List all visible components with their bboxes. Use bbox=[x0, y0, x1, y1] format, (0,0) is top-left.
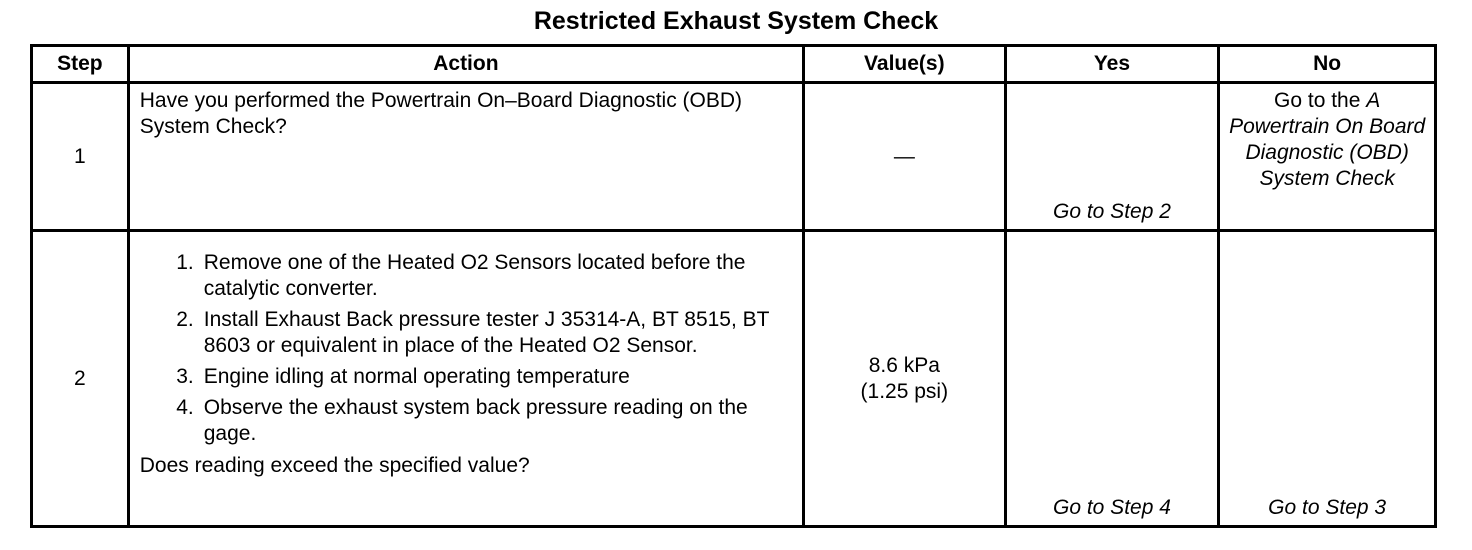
header-yes: Yes bbox=[1005, 46, 1219, 83]
header-no: No bbox=[1219, 46, 1436, 83]
list-item bbox=[140, 307, 794, 359]
list-item-text: Install Exhaust Back pressure tester J 35314-A, BT 8515, BT 8603 or equivalent in place of the Heated O2 Sensor. bbox=[203, 308, 770, 357]
list-item-number: 2. bbox=[176, 308, 194, 331]
yes-cell: Go to Step 2 bbox=[1005, 83, 1219, 231]
list-item-text: Observe the exhaust system back pressure reading on the gage. bbox=[203, 396, 748, 445]
value-dash: — bbox=[893, 144, 915, 168]
no-prefix: Go to the bbox=[1274, 89, 1367, 112]
header-action: Action bbox=[128, 46, 803, 83]
list-item bbox=[140, 250, 794, 302]
list-item-text: Engine idling at normal operating temperature bbox=[203, 365, 630, 388]
step-number: 2 bbox=[32, 231, 129, 527]
action-steps-list bbox=[140, 250, 794, 447]
yes-cell: Go to Step 4 bbox=[1005, 231, 1219, 527]
action-cell bbox=[128, 83, 803, 231]
document-title: Restricted Exhaust System Check bbox=[533, 7, 939, 35]
list-item-number: 3. bbox=[176, 365, 194, 388]
list-item bbox=[140, 364, 794, 390]
value-kpa: 8.6 kPa bbox=[868, 353, 940, 377]
action-text: Have you performed the Powertrain On–Board Diagnostic (OBD) System Check? bbox=[139, 89, 743, 138]
value-cell bbox=[804, 231, 1006, 527]
list-item bbox=[140, 395, 794, 447]
list-item-text: Remove one of the Heated O2 Sensors located before the catalytic converter. bbox=[203, 251, 746, 300]
header-step: Step bbox=[32, 46, 129, 83]
value-psi: (1.25 psi) bbox=[860, 379, 949, 403]
diagnostic-table bbox=[30, 44, 1437, 528]
no-reference: A Powertrain On Board Diagnostic (OBD) System Check bbox=[1229, 89, 1426, 190]
action-cell bbox=[128, 231, 803, 527]
list-item-number: 1. bbox=[176, 251, 194, 274]
action-question: Does reading exceed the specified value? bbox=[139, 454, 530, 477]
list-item-number: 4. bbox=[176, 396, 194, 419]
table-header-row bbox=[32, 46, 1436, 83]
value-cell bbox=[804, 83, 1006, 231]
table-row bbox=[32, 83, 1436, 231]
step-number: 1 bbox=[32, 83, 129, 231]
no-cell bbox=[1219, 83, 1436, 231]
no-cell: Go to Step 3 bbox=[1219, 231, 1436, 527]
header-values: Value(s) bbox=[804, 46, 1006, 83]
table-row bbox=[32, 231, 1436, 527]
